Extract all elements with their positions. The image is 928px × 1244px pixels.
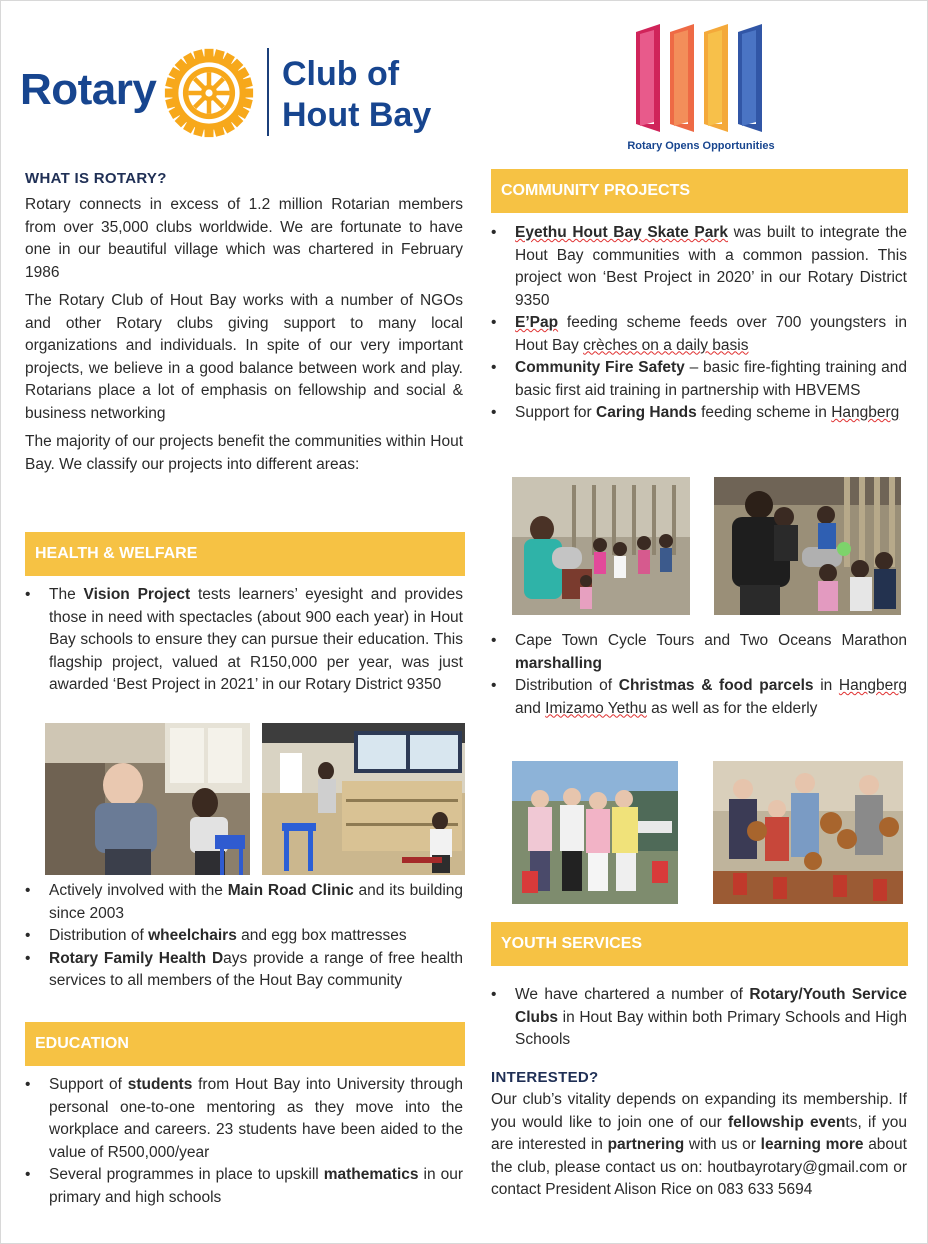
health-list-top bbox=[25, 584, 463, 697]
list-item: • Support for Caring Hands feeding scheme in Hangberg bbox=[491, 402, 907, 425]
paragraph: Rotary connects in excess of 1.2 million Rotarian members from over 35,000 clubs worldwide. We are fortunate to have one in our beautiful village which was chartered in February 1986 bbox=[25, 196, 463, 281]
list-item: • We have chartered a number of Rotary/Youth Service Clubs in Hout Bay within both Primary Schools and High Schools bbox=[491, 984, 907, 1052]
community-list-top bbox=[491, 222, 907, 425]
list-item: • Several programmes in place to upskill mathematics in our primary and high schools bbox=[25, 1164, 463, 1209]
club-name-line1: Club of bbox=[282, 55, 400, 93]
header-divider bbox=[267, 48, 269, 136]
list-item: • E’Pap feeding scheme feeds over 700 youngsters in Hout Bay crèches on a daily basis bbox=[491, 312, 907, 357]
youth-services-heading: YOUTH SERVICES bbox=[491, 922, 908, 966]
list-item: • Actively involved with the Main Road Clinic and its building since 2003 bbox=[25, 880, 463, 925]
health-list-bottom bbox=[25, 880, 463, 993]
what-is-rotary-heading: WHAT IS ROTARY? bbox=[25, 170, 167, 187]
interested-heading: INTERESTED? bbox=[491, 1069, 599, 1086]
club-name bbox=[282, 54, 431, 136]
interested-body: Our club’s vitality depends on expanding its membership. If you would like to join one of our fellowship events, if you are interested in partnering with us or learning more about the club, please contact us on: houtbayrotary@gmail.com or contact President Alison Rice on 083 633 5694 bbox=[491, 1091, 907, 1198]
club-name-line2: Hout Bay bbox=[282, 96, 432, 134]
what-is-rotary-body bbox=[25, 194, 463, 482]
education-heading: EDUCATION bbox=[25, 1022, 465, 1066]
feeding-scheme-photo-1 bbox=[512, 477, 690, 615]
community-projects-heading: COMMUNITY PROJECTS bbox=[491, 169, 908, 213]
paragraph: The majority of our projects benefit the communities within Hout Bay. We classify our projects into different areas: bbox=[25, 433, 463, 473]
education-list bbox=[25, 1074, 463, 1209]
list-item: • The Vision Project tests learners’ eyesight and provides those in need with spectacles (about 900 each year) in Hout Bay schools to ensure they can pursue their education. This flagship project, valued at R150,000 per year, was just awarded ‘Best Project in 2021’ in our Rotary District 9350 bbox=[25, 584, 463, 697]
rotary-wheel-icon bbox=[164, 48, 254, 138]
tagline: Rotary Opens Opportunities bbox=[627, 140, 775, 152]
list-item: • Distribution of wheelchairs and egg box mattresses bbox=[25, 925, 463, 948]
list-item: • Distribution of Christmas & food parcels in Hangberg and Imizamo Yethu as well as for the elderly bbox=[491, 675, 907, 720]
paragraph: The Rotary Club of Hout Bay works with a number of NGOs and other Rotary clubs giving support to many local organizations and individuals. In spite of our very important projects, we believe in a good balance between work and play. Rotarians place a lot of emphasis on fellowship and social & business networking bbox=[25, 292, 463, 422]
feeding-scheme-photo-2 bbox=[714, 477, 901, 615]
list-item: • Cape Town Cycle Tours and Two Oceans Marathon marshalling bbox=[491, 630, 907, 675]
doors-logo-icon bbox=[630, 20, 770, 138]
community-list-bottom bbox=[491, 630, 907, 720]
vision-test-photo-1 bbox=[45, 723, 250, 875]
food-parcels-photo-1 bbox=[512, 761, 678, 904]
list-item: • Support of students from Hout Bay into University through personal one-to-one mentoring as they move into the workplace and careers. 23 students have been aided to the value of R500,000/year bbox=[25, 1074, 463, 1164]
youth-list bbox=[491, 984, 907, 1052]
health-welfare-heading: HEALTH & WELFARE bbox=[25, 532, 465, 576]
rotary-wordmark: Rotary bbox=[20, 65, 157, 114]
food-parcels-photo-2 bbox=[713, 761, 903, 904]
vision-test-photo-2 bbox=[262, 723, 465, 875]
list-item: • Eyethu Hout Bay Skate Park was built to integrate the Hout Bay communities with a common passion. This project won ‘Best Project in 2020’ in our Rotary District 9350 bbox=[491, 222, 907, 312]
list-item: • Rotary Family Health Days provide a range of free health services to all members of the Hout Bay community bbox=[25, 948, 463, 993]
list-item: • Community Fire Safety – basic fire-fighting training and basic first aid training in partnership with HBVEMS bbox=[491, 357, 907, 402]
